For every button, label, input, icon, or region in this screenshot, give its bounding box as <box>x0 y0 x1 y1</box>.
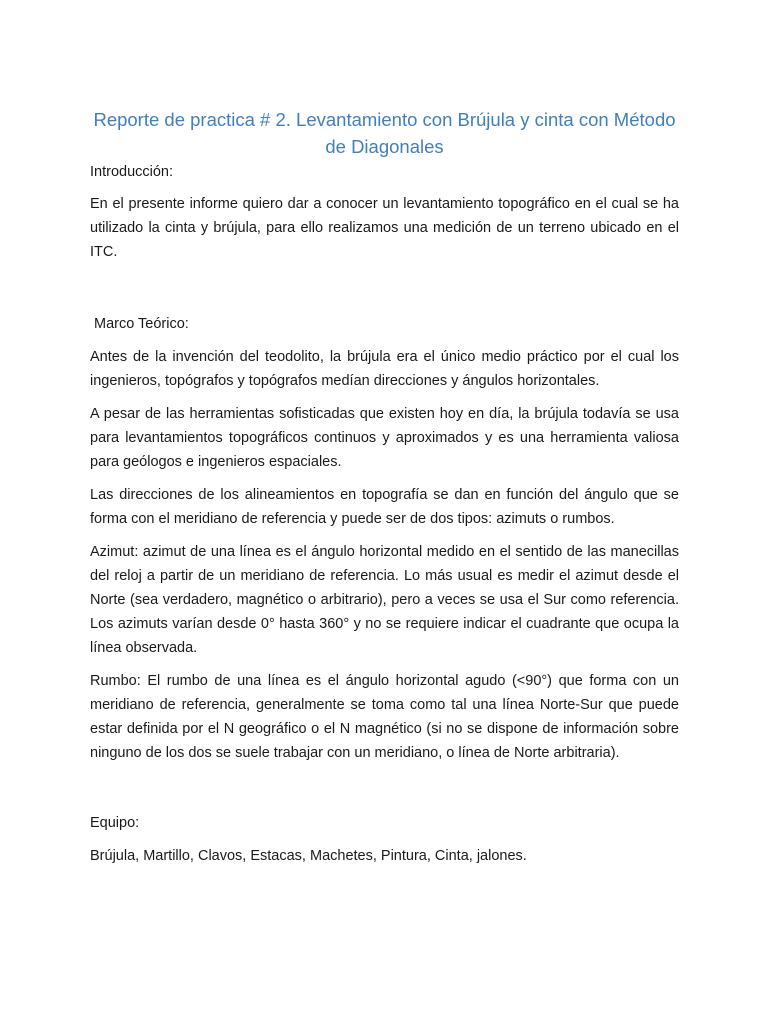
paragraph-azimut: Azimut: azimut de una línea es el ángulo horizontal medido en el sentido de las manecillas del reloj a partir de un meridiano de referencia. Lo más usual es medir el azimut desde el Norte (sea verdadero, magnético o arbitrario), pero a veces se usa el Sur como referencia. Los azimuts varían desde 0° hasta 360° y no se requiere indicar el cuadrante que ocupa la línea observada. <box>90 544 679 656</box>
paragraph-introduccion: En el presente informe quiero dar a conocer un levantamiento topográfico en el cual se ha utilizado la cinta y brújula, para ello realizamos una medición de un terreno ubicado en el ITC. <box>90 196 679 260</box>
page-title: Reporte de practica # 2. Levantamiento con Brújula y cinta con Método de Diagonales <box>93 109 676 157</box>
paragraph-equipo: Brújula, Martillo, Clavos, Estacas, Machetes, Pintura, Cinta, jalones. <box>90 848 527 864</box>
heading-equipo: Equipo: <box>90 815 140 831</box>
paragraph-rumbo: Rumbo: El rumbo de una línea es el ángulo horizontal agudo (<90°) que forma con un meridiano de referencia, generalmente se toma como tal una línea Norte-Sur que puede estar definida por el N geográfico o el N magnético (si no se dispone de información sobre ninguno de los dos se suele trabajar con un meridiano, o línea de Norte arbitraria). <box>90 673 679 761</box>
paragraph-marco-3: Las direcciones de los alineamientos en topografía se dan en función del ángulo que se forma con el meridiano de referencia y puede ser de dos tipos: azimuts o rumbos. <box>90 487 679 527</box>
heading-introduccion: Introducción: <box>90 164 174 180</box>
paragraph-marco-2: A pesar de las herramientas sofisticadas que existen hoy en día, la brújula todavía se usa para levantamientos topográficos continuos y aproximados y es una herramienta valiosa para geólogos e ingenieros espaciales. <box>90 406 679 470</box>
heading-marco-teorico: Marco Teórico: <box>94 316 189 332</box>
paragraph-marco-1: Antes de la invención del teodolito, la brújula era el único medio práctico por el cual los ingenieros, topógrafos y topógrafos medían direcciones y ángulos horizontales. <box>90 349 679 389</box>
